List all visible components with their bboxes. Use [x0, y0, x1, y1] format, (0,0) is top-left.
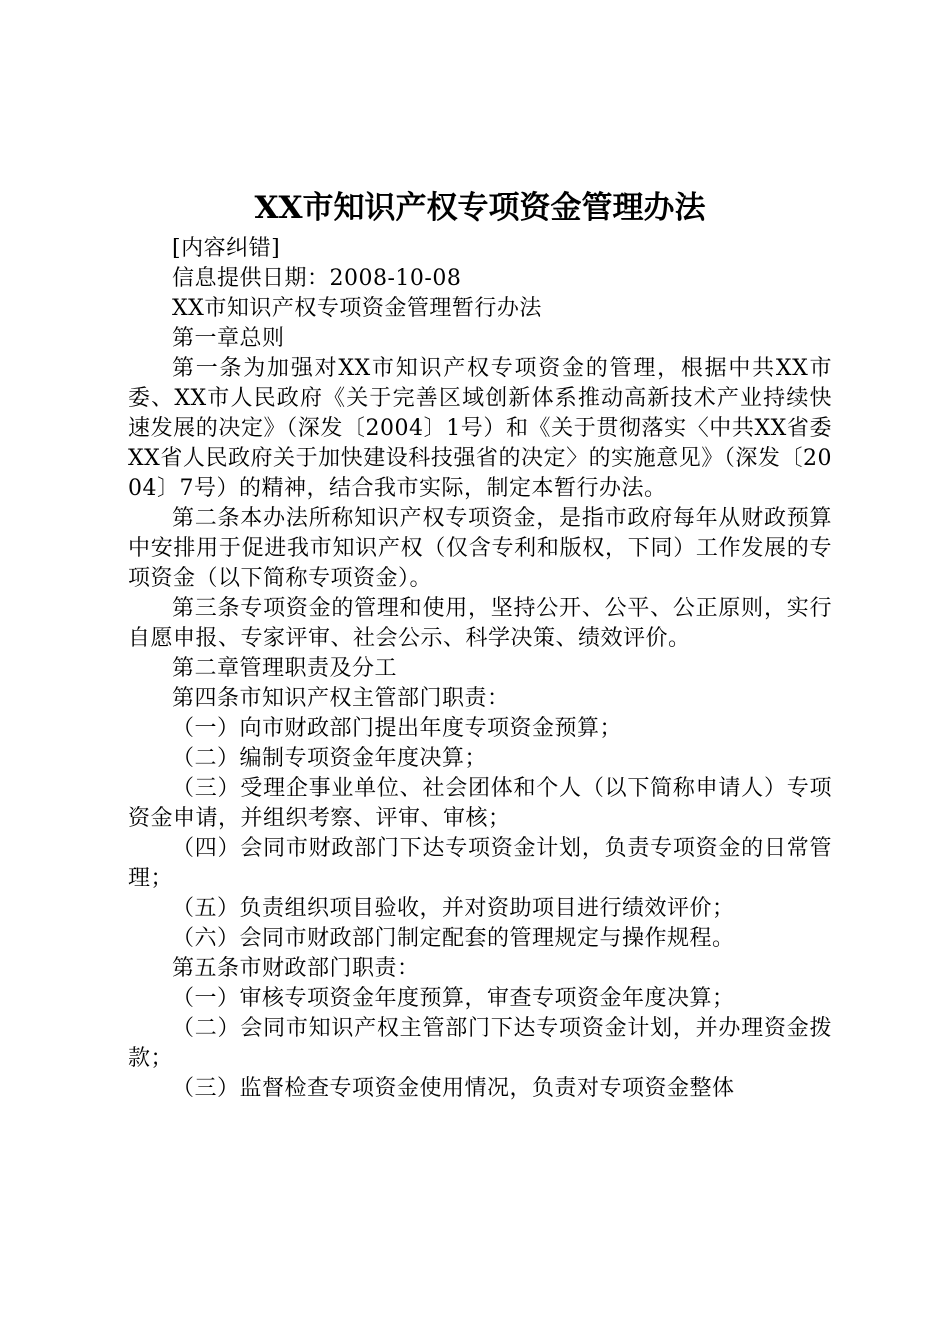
paragraph-article-5-item-3: （三）监督检查专项资金使用情况，负责对专项资金整体: [172, 1076, 735, 1101]
paragraph-article-5: 第五条市财政部门职责：: [172, 956, 420, 981]
paragraph-chapter-1: 第一章总则: [172, 326, 285, 351]
paragraph-article-4-item-2: （二）编制专项资金年度决算；: [172, 746, 488, 771]
paragraph-article-3: 第三条专项资金的管理和使用，坚持公开、公平、公正原则，实行自愿申报、专家评审、社会公示、科学决策、绩效评价。: [128, 596, 832, 651]
paragraph-article-5-item-1: （一）审核专项资金年度预算，审查专项资金年度决算；: [172, 986, 735, 1011]
document-page: [128, 186, 832, 1104]
paragraph-chapter-2: 第二章管理职责及分工: [172, 656, 398, 681]
paragraph-article-4: 第四条市知识产权主管部门职责：: [172, 686, 510, 711]
paragraph-article-4-item-4: （四）会同市财政部门下达专项资金计划，负责专项资金的日常管理；: [128, 836, 832, 891]
paragraph-article-5-item-2: （二）会同市知识产权主管部门下达专项资金计划，并办理资金拨款；: [128, 1016, 832, 1071]
paragraph-article-2: 第二条本办法所称知识产权专项资金，是指市政府每年从财政预算中安排用于促进我市知识产权（仅含专利和版权，下同）工作发展的专项资金（以下简称专项资金）。: [128, 506, 832, 591]
paragraph-article-4-item-5: （五）负责组织项目验收，并对资助项目进行绩效评价；: [172, 896, 735, 921]
paragraph-article-1: 第一条为加强对XX市知识产权专项资金的管理，根据中共XX市委、XX市人民政府《关于完善区域创新体系推动高新技术产业持续快速发展的决定》（深发〔2004〕1号）和《关于贯彻落实〈中共XX省委XX省人民政府关于加快建设科技强省的决定〉的实施意见》（深发〔2004〕7号）的精神，结合我市实际，制定本暂行办法。: [128, 356, 832, 501]
paragraph-subtitle: XX市知识产权专项资金管理暂行办法: [172, 296, 542, 321]
paragraph-article-4-item-1: （一）向市财政部门提出年度专项资金预算；: [172, 716, 623, 741]
paragraph-article-4-item-3: （三）受理企事业单位、社会团体和个人（以下简称申请人）专项资金申请，并组织考察、评审、审核；: [128, 776, 832, 831]
paragraph-article-4-item-6: （六）会同市财政部门制定配套的管理规定与操作规程。: [172, 926, 735, 951]
document-title: XX市知识产权专项资金管理办法: [254, 190, 706, 226]
paragraph-info-date: 信息提供日期：2008-10-08: [172, 266, 462, 291]
paragraph-correction-link: [内容纠错]: [172, 236, 281, 261]
